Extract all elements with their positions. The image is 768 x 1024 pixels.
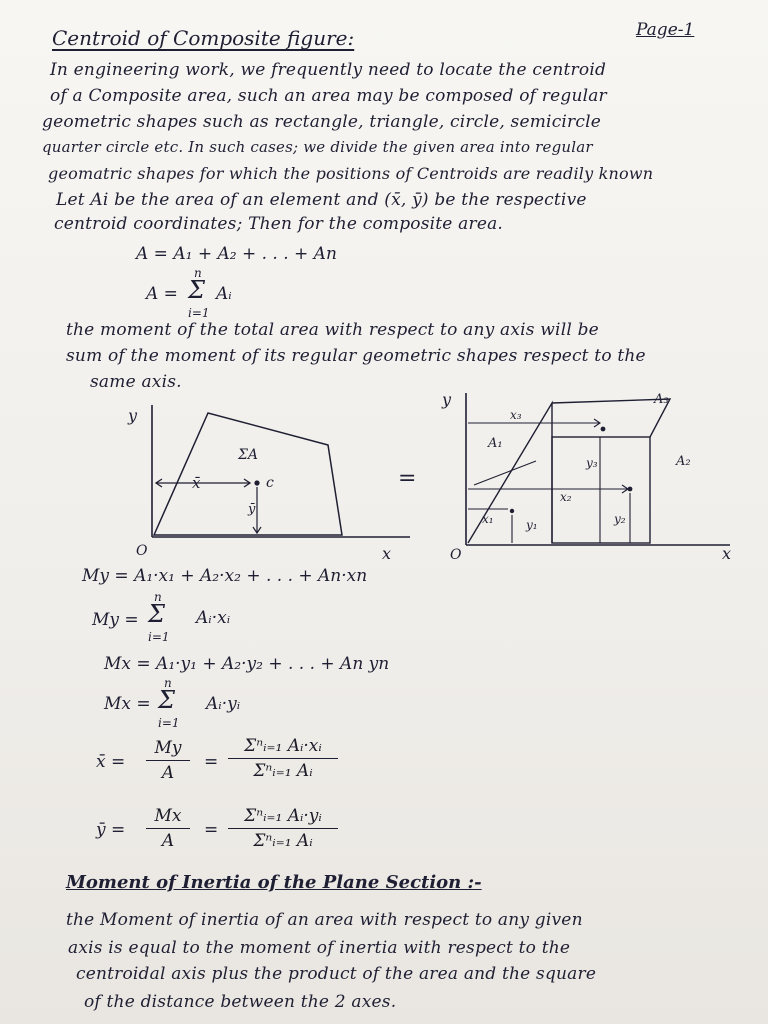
intro-line-6: Let Ai be the area of an element and (x̄, ȳ) be the respective xyxy=(56,190,587,210)
ybar-numerator-2: Σⁿᵢ₌₁ Aᵢ·yᵢ xyxy=(244,806,322,826)
right-fig-y-axis-label: y xyxy=(442,390,452,409)
right-fig-x3-label: x₃ xyxy=(510,408,522,422)
moment-line-3: same axis. xyxy=(90,372,182,392)
composite-area-figure xyxy=(120,395,420,565)
intro-line-1: In engineering work, we frequently need to locate the centroid xyxy=(50,60,607,80)
area-sum-upper: n xyxy=(194,266,202,280)
area-equation-1: A = A₁ + A₂ + . . . + An xyxy=(136,244,337,264)
left-fig-x-axis-label: x xyxy=(382,544,392,563)
mx-sum-lower: i=1 xyxy=(158,716,180,730)
page-number: Page-1 xyxy=(636,20,695,40)
right-fig-y3-label: y₃ xyxy=(586,456,598,470)
inertia-line-2: axis is equal to the moment of inertia with respect to the xyxy=(68,938,571,958)
left-fig-centroid-label: c xyxy=(266,475,274,491)
mx-sum-lhs: Mx = xyxy=(104,694,151,714)
area-sum-sigma: Σ xyxy=(188,276,205,304)
left-fig-origin-label: O xyxy=(136,543,148,559)
left-fig-total-area-label: ΣA xyxy=(238,447,259,463)
right-fig-y1-label: y₁ xyxy=(526,518,538,532)
xbar-numerator-1: My xyxy=(154,738,182,758)
my-sum-lower: i=1 xyxy=(148,630,170,644)
xbar-fraction-2 xyxy=(228,736,338,781)
ybar-denominator-1: A xyxy=(161,831,175,851)
equals-sign: = xyxy=(398,466,417,491)
ybar-lhs: ȳ = xyxy=(96,820,126,840)
right-fig-area-2-label: A₂ xyxy=(676,454,691,469)
my-sum-upper: n xyxy=(154,590,162,604)
area-sum-lower: i=1 xyxy=(188,306,210,320)
intro-line-2: of a Composite area, such an area may be composed of regular xyxy=(50,86,607,106)
right-fig-x1-label: x₁ xyxy=(482,512,494,526)
my-equation: My = A₁·x₁ + A₂·x₂ + . . . + An·xn xyxy=(82,566,368,586)
right-fig-x-axis-label: x xyxy=(722,544,732,563)
left-fig-xbar-label: x̄ xyxy=(192,474,201,492)
xbar-lhs: x̄ = xyxy=(96,752,126,772)
xbar-fraction-1 xyxy=(146,738,190,783)
mx-sum-upper: n xyxy=(164,676,172,690)
ybar-fraction-1 xyxy=(146,806,190,851)
intro-line-7: centroid coordinates; Then for the composite area. xyxy=(54,214,504,234)
ybar-equals: = xyxy=(204,820,219,840)
inertia-line-4: of the distance between the 2 axes. xyxy=(84,992,397,1012)
mx-sum-term: Aᵢ·yᵢ xyxy=(206,694,241,714)
area-sum-term: Aᵢ xyxy=(216,284,232,304)
decomposed-shapes-figure xyxy=(440,385,740,565)
ybar-numerator-1: Mx xyxy=(154,806,182,826)
inertia-line-1: the Moment of inertia of an area with respect to any given xyxy=(66,910,583,930)
xbar-numerator-2: Σⁿᵢ₌₁ Aᵢ·xᵢ xyxy=(244,736,322,756)
mx-sum-sigma: Σ xyxy=(158,686,175,714)
xbar-denominator-2: Σⁿᵢ₌₁ Aᵢ xyxy=(253,761,313,781)
inertia-heading: Moment of Inertia of the Plane Section :- xyxy=(66,872,482,893)
left-fig-ybar-label: ȳ xyxy=(248,502,256,517)
intro-line-4: quarter circle etc. In such cases; we divide the given area into regular xyxy=(42,138,593,156)
intro-line-5: geomatric shapes for which the positions of Centroids are readily known xyxy=(48,164,654,183)
mx-equation: Mx = A₁·y₁ + A₂·y₂ + . . . + An yn xyxy=(104,654,390,674)
right-fig-area-1-label: A₁ xyxy=(488,436,503,451)
right-fig-area-3-label: A₃ xyxy=(654,392,669,407)
area-equation-2-lhs: A = xyxy=(146,284,178,304)
left-fig-y-axis-label: y xyxy=(128,406,138,425)
inertia-line-3: centroidal axis plus the product of the area and the square xyxy=(76,964,597,984)
my-sum-sigma: Σ xyxy=(148,600,165,628)
my-sum-lhs: My = xyxy=(92,610,139,630)
page-title: Centroid of Composite figure: xyxy=(52,26,355,50)
my-sum-term: Aᵢ·xᵢ xyxy=(196,608,231,628)
moment-line-2: sum of the moment of its regular geometric shapes respect to the xyxy=(66,346,646,366)
right-fig-x2-label: x₂ xyxy=(560,490,572,504)
right-fig-y2-label: y₂ xyxy=(614,512,626,526)
right-fig-origin-label: O xyxy=(450,547,462,563)
moment-line-1: the moment of the total area with respect to any axis will be xyxy=(66,320,599,340)
ybar-fraction-2 xyxy=(228,806,338,851)
xbar-equals: = xyxy=(204,752,219,772)
intro-line-3: geometric shapes such as rectangle, triangle, circle, semicircle xyxy=(42,112,601,132)
ybar-denominator-2: Σⁿᵢ₌₁ Aᵢ xyxy=(253,831,313,851)
xbar-denominator-1: A xyxy=(161,763,175,783)
